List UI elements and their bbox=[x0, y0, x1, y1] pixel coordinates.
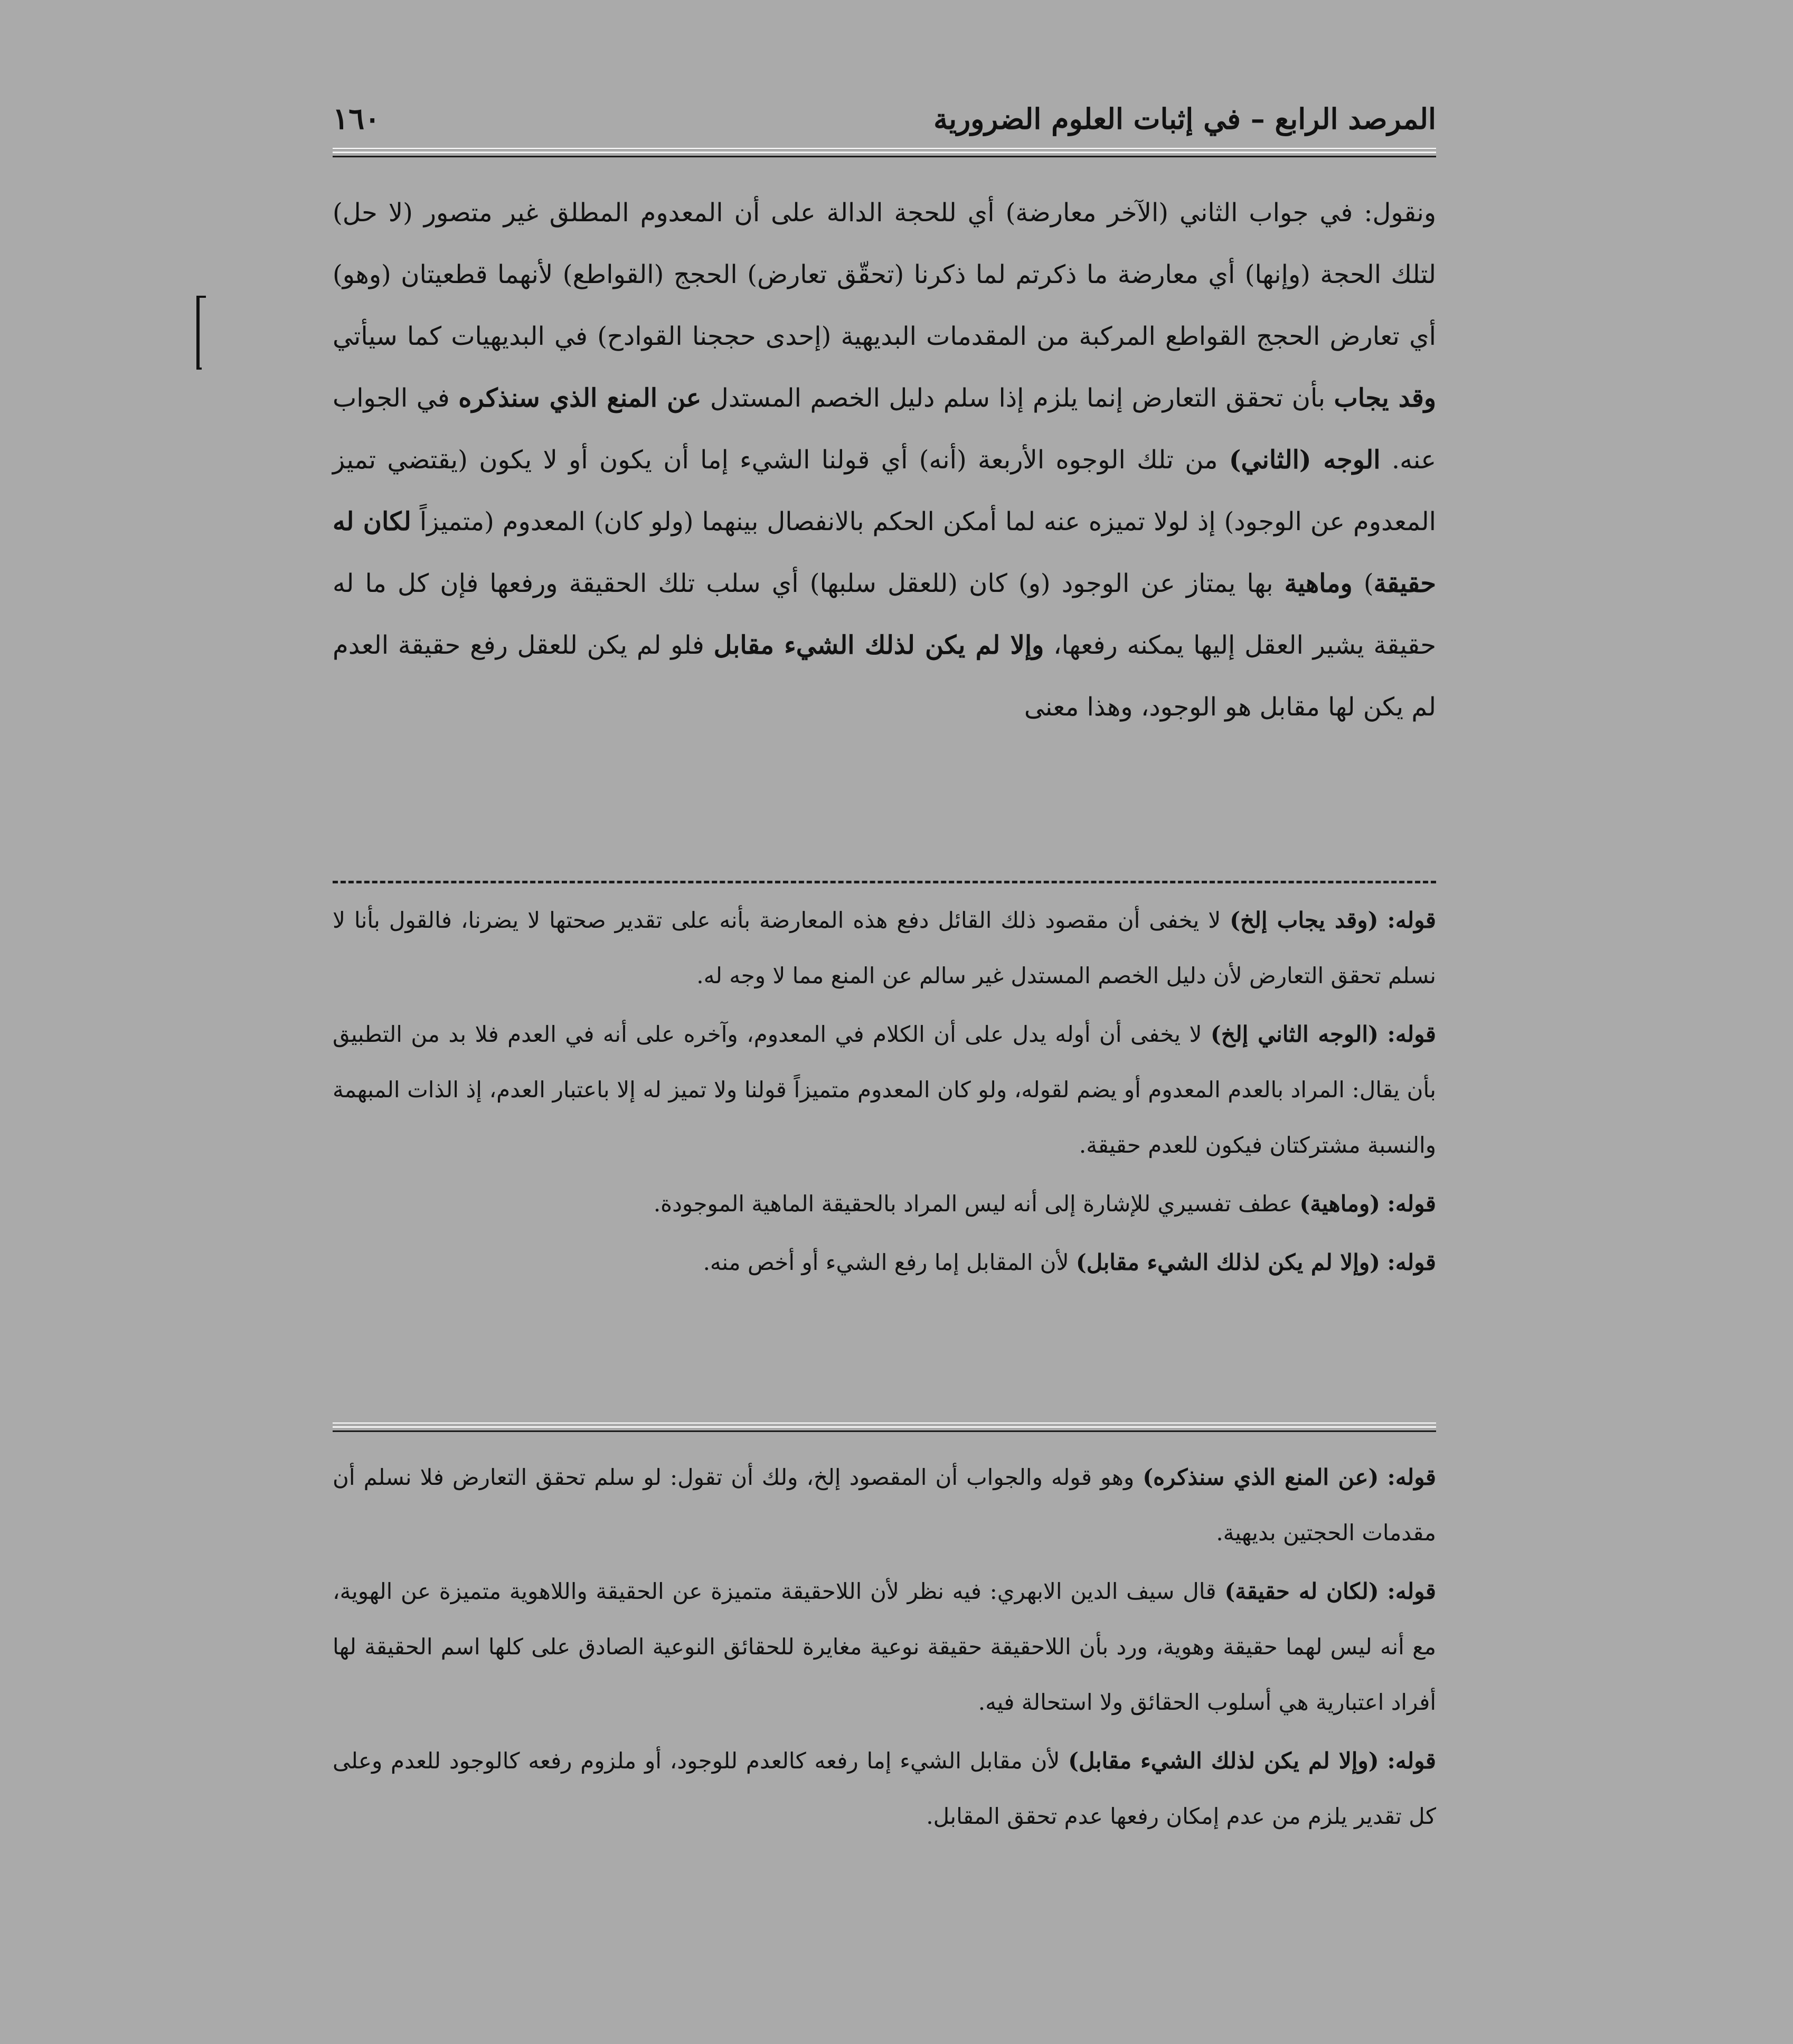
footnote-quote: (وإلا لم يكن لذلك الشيء مقابل) bbox=[1068, 1748, 1379, 1774]
footnote bbox=[333, 1449, 1436, 1560]
footnote-ornament-rule bbox=[333, 1421, 1436, 1433]
footnote-text: لا يخفى أن مقصود ذلك القائل دفع هذه المعارضة بأنه على تقدير صحتها لا يضرنا، فالقول بأنا لا نسلم تحقق التعارض لأن دليل الخصم المستدل غير سالم عن المنع مما لا وجه له. bbox=[333, 907, 1436, 988]
footnote-text: لأن المقابل إما رفع الشيء أو أخص منه. bbox=[703, 1249, 1076, 1275]
footnote-label: قوله: bbox=[1387, 1464, 1436, 1490]
footnote bbox=[333, 1733, 1436, 1844]
footnote-quote: (عن المنع الذي سنذكره) bbox=[1143, 1464, 1379, 1490]
main-segment: بأن تحقق التعارض إنما يلزم إذا سلم دليل الخصم المستدل bbox=[701, 383, 1334, 413]
main-segment: من تلك الوجوه الأربعة (أنه) أي قولنا الشيء إما أن يكون أو لا يكون (يقتضي تميز المعدوم عن الوجود) إذ لولا تميزه عنه لما أمكن الحكم بالانفصال بينهما (ولو كان) المعدوم (متميزاً bbox=[333, 445, 1437, 536]
footnote-label: قوله: bbox=[1387, 1578, 1436, 1604]
footnote-label: قوله: bbox=[1387, 907, 1436, 933]
main-segment-bold: وقد يجاب bbox=[1334, 383, 1437, 413]
main-segment: ونقول: في جواب الثاني (الآخر معارضة) أي للحجة الدالة على أن المعدوم المطلق غير متصور (لا حل) لتلك الحجة (وإنها) أي معارضة ما ذكرتم لما ذكرنا (تحقّق تعارض) الحجج (القواطع) لأنهما قطعيتان (وهو) أي تعارض الحجج القواطع المركبة من المقدمات البديهية (إحدى حججنا القوادح) في البديهيات كما سيأتي bbox=[333, 198, 1436, 351]
footnote bbox=[333, 1006, 1436, 1173]
main-text bbox=[333, 182, 1436, 738]
dashed-separator bbox=[333, 881, 1436, 883]
footnote-quote: (وماهية) bbox=[1299, 1191, 1381, 1217]
footnote-text: لأن مقابل الشيء إما رفعه كالعدم للوجود، أو ملزوم رفعه كالوجود للعدم وعلى كل تقدير يلزم من عدم إمكان رفعها عدم تحقق المقابل. bbox=[333, 1748, 1436, 1829]
main-segment: بها يمتاز عن الوجود (و) كان (للعقل سلبها) أي سلب تلك الحقيقة ورفعها فإن كل ما له حقيقة يشير العقل إليها يمكنه رفعها، bbox=[333, 569, 1437, 660]
main-segment: ) bbox=[1352, 569, 1374, 598]
footnote-label: قوله: bbox=[1387, 1748, 1436, 1774]
footnote-text: وهو قوله والجواب أن المقصود إلخ، ولك أن تقول: لو سلم تحقق التعارض فلا نسلم أن مقدمات الحجتين بديهية. bbox=[333, 1464, 1436, 1546]
footnote bbox=[333, 1235, 1436, 1290]
page-number: ١٦٠ bbox=[333, 101, 381, 136]
book-page bbox=[333, 95, 1436, 1922]
footnote-quote: (وإلا لم يكن لذلك الشيء مقابل) bbox=[1075, 1249, 1381, 1275]
footnote-quote: (الوجه الثاني إلخ) bbox=[1210, 1021, 1379, 1047]
main-segment: فلو لم يكن للعقل رفع حقيقة العدم لم يكن لها مقابل هو الوجود، وهذا معنى bbox=[333, 630, 1436, 722]
footnote-label: قوله: bbox=[1387, 1191, 1436, 1217]
footnote-text: قال سيف الدين الابهري: فيه نظر لأن اللاحقيقة متميزة عن الحقيقة واللاهوية متميزة عن الهوية، مع أنه ليس لهما حقيقة وهوية، ورد بأن اللاحقيقة حقيقة نوعية مغايرة للحقائق النوعية الصادق على كلها اسم الحقيقة لها أفراد اعتبارية هي أسلوب الحقائق ولا استحالة فيه. bbox=[333, 1578, 1436, 1715]
main-segment: في الجواب عنه. bbox=[333, 383, 1436, 475]
main-segment-bold: عن المنع الذي سنذكره bbox=[458, 383, 702, 413]
main-segment-bold: وإلا لم يكن لذلك الشيء مقابل bbox=[713, 630, 1044, 660]
footnote-text: عطف تفسيري للإشارة إلى أنه ليس المراد بالحقيقة الماهية الموجودة. bbox=[653, 1191, 1300, 1217]
footnote bbox=[333, 892, 1436, 1003]
margin-bracket-mark bbox=[196, 296, 200, 370]
footnote-label: قوله: bbox=[1387, 1249, 1436, 1275]
footnote-text: لا يخفى أن أوله يدل على أن الكلام في المعدوم، وآخره على أنه في العدم فلا بد من التطبيق بأن يقال: المراد بالعدم المعدوم أو يضم لقوله، ولو كان المعدوم متميزاً قولنا ولا تميز له إلا باعتبار العدم، إذ الذات المبهمة والنسبة مشتركتان فيكون للعدم حقيقة. bbox=[333, 1021, 1436, 1158]
main-segment-bold: وماهية bbox=[1284, 569, 1353, 598]
main-paragraph bbox=[333, 182, 1436, 738]
header-ornament-rule bbox=[333, 147, 1436, 158]
footnote-label: قوله: bbox=[1387, 1021, 1436, 1047]
main-segment-bold: الوجه (الثاني) bbox=[1229, 445, 1381, 475]
footnote bbox=[333, 1176, 1436, 1231]
page-header bbox=[333, 95, 1436, 143]
running-title: المرصد الرابع – في إثبات العلوم الضرورية bbox=[933, 102, 1436, 136]
footnotes-upper bbox=[333, 892, 1436, 1293]
main-segment-bold: لكان له حقيقة bbox=[333, 507, 1437, 598]
footnote-quote: (لكان له حقيقة) bbox=[1224, 1578, 1379, 1604]
footnote bbox=[333, 1563, 1436, 1730]
footnote-quote: (وقد يجاب إلخ) bbox=[1230, 907, 1379, 933]
footnotes-lower bbox=[333, 1449, 1436, 1847]
